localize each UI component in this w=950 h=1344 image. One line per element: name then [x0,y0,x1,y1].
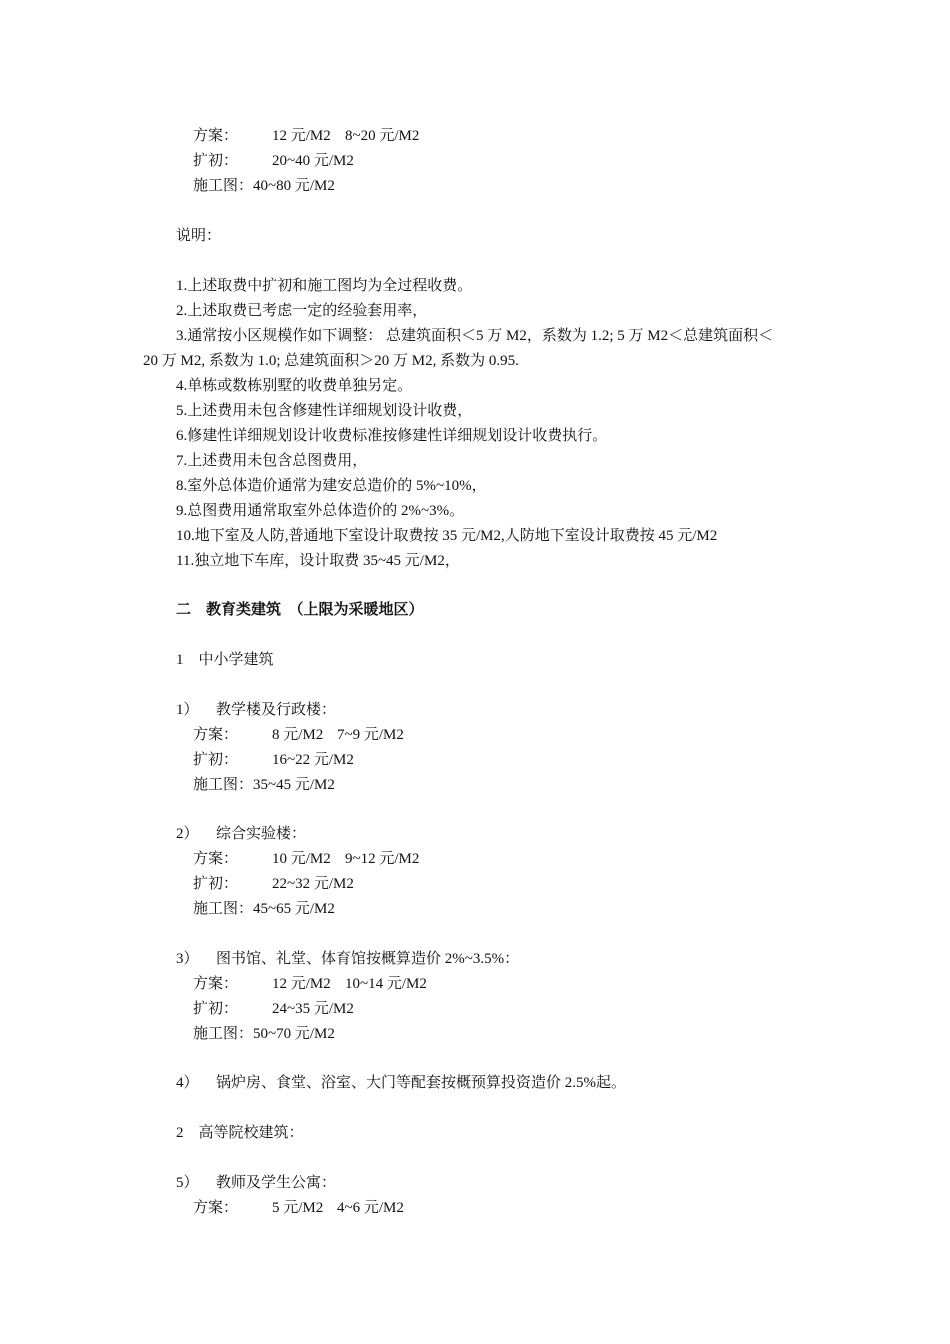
scheme-value: 10 元/M2 [272,851,331,867]
scheme-label: 方案： [193,128,239,144]
scheme-value: 8 元/M2 [272,727,324,743]
item-title: 教师及学生公寓： [216,1175,337,1191]
note-item: 3.通常按小区规模作如下调整： 总建筑面积＜5 万 M2，系数为 1.2; 5 万 M2＜总建筑面积＜ [176,328,774,344]
note-item: 1.上述取费中扩初和施工图均为全过程收费。 [176,278,473,294]
scheme-value-range: 4~6 元/M2 [337,1200,404,1216]
note-item: 5.上述费用未包含修建性详细规划设计收费， [176,403,473,419]
item-number: 2） [176,826,199,842]
note-item: 7.上述费用未包含总图费用， [176,453,368,469]
item-title: 锅炉房、食堂、浴室、大门等配套按概预算投资造价 2.5%起。 [216,1075,626,1091]
subsection-heading: 2 高等院校建筑： [176,1125,304,1141]
item-number: 4） [176,1075,199,1091]
construction-fee-row: 施工图：35~45 元/M2 [193,777,335,793]
scheme-label: 方案： [193,727,239,743]
notes-heading: 说明： [176,228,222,244]
subsection-heading: 1 中小学建筑 [176,652,274,668]
note-item: 11.独立地下车库，设计取费 35~45 元/M2， [176,553,460,569]
section-heading: 二 教育类建筑 （上限为采暖地区） [176,602,424,618]
construction-fee-row: 施工图：40~80 元/M2 [193,178,335,194]
scheme-value-range: 7~9 元/M2 [337,727,404,743]
item-number: 5） [176,1175,199,1191]
construction-fee-row: 施工图：45~65 元/M2 [193,901,335,917]
note-item: 8.室外总体造价通常为建安总造价的 5%~10%， [176,478,487,494]
scheme-label: 方案： [193,976,239,992]
note-item: 9.总图费用通常取室外总体造价的 2%~3%。 [176,503,465,519]
scheme-value-range: 9~12 元/M2 [345,851,420,867]
prelim-value: 22~32 元/M2 [272,876,354,892]
item-title: 教学楼及行政楼： [216,702,337,718]
note-item: 10.地下室及人防,普通地下室设计取费按 35 元/M2,人防地下室设计取费按 45 元/M2 [176,528,718,544]
item-title: 综合实验楼： [216,826,307,842]
item-number: 1） [176,702,199,718]
prelim-label: 扩初： [193,153,239,169]
scheme-label: 方案： [193,1200,239,1216]
scheme-value-range: 10~14 元/M2 [345,976,427,992]
note-item: 2.上述取费已考虑一定的经验套用率， [176,303,428,319]
prelim-label: 扩初： [193,752,239,768]
prelim-value: 20~40 元/M2 [272,153,354,169]
scheme-value-range: 8~20 元/M2 [345,128,420,144]
scheme-value: 5 元/M2 [272,1200,324,1216]
construction-fee-row: 施工图：50~70 元/M2 [193,1026,335,1042]
note-item-continuation: 20 万 M2, 系数为 1.0; 总建筑面积＞20 万 M2, 系数为 0.95. [143,353,519,369]
note-item: 6.修建性详细规划设计收费标准按修建性详细规划设计收费执行。 [176,428,608,444]
scheme-value: 12 元/M2 [272,128,331,144]
prelim-value: 24~35 元/M2 [272,1001,354,1017]
scheme-label: 方案： [193,851,239,867]
prelim-label: 扩初： [193,876,239,892]
item-title: 图书馆、礼堂、体育馆按概算造价 2%~3.5%： [216,951,520,967]
prelim-label: 扩初： [193,1001,239,1017]
item-number: 3） [176,951,199,967]
prelim-value: 16~22 元/M2 [272,752,354,768]
note-item: 4.单栋或数栋别墅的收费单独另定。 [176,378,413,394]
scheme-value: 12 元/M2 [272,976,331,992]
